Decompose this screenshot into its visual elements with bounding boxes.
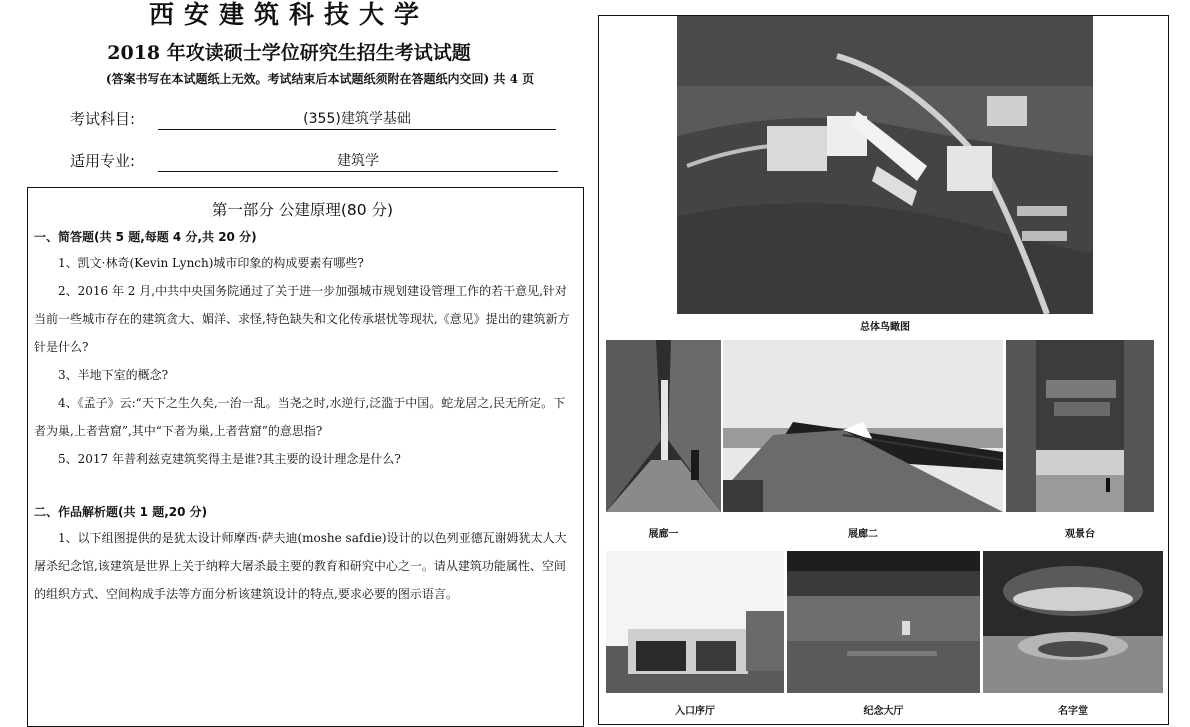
question-2: 2、2016 年 2 月,中共中央国务院通过了关于进一步加强城市规划建设管理工作的若干意见,针对当前一些城市存在的建筑贪大、媚洋、求怪,特色缺失和文化传承堪忧等现状,《意见》提出的建筑新方针是什么?: [34, 284, 570, 354]
gallery-one-photo: [606, 340, 721, 512]
viewing-platform-photo: [1006, 340, 1154, 512]
viewing-platform-caption: 观景台: [1065, 529, 1095, 540]
question-box: [27, 187, 584, 727]
major-label: 适用专业:: [70, 152, 136, 170]
gallery-one-caption: 展廊一: [648, 529, 679, 540]
analysis-question-1: 1、以下组图提供的是犹太设计师摩西·萨夫迪(moshe safdie)设计的以色列亚德瓦谢姆犹太人大屠杀纪念馆,该建筑是世界上关于纳粹大屠杀最主要的教育和研究中心之一。请从建筑功能属性、空间的组织方式、空间构成手法等方面分析该建筑设计的特点,要求必要的图示语言。: [34, 531, 567, 601]
part-title: 第一部分 公建原理(80 分): [211, 201, 394, 219]
question-5: 5、2017 年普利兹克建筑奖得主是谁?其主要的设计理念是什么?: [58, 452, 401, 466]
memorial-hall-photo: [787, 551, 980, 693]
entrance-hall-caption: 入口序厅: [675, 706, 715, 717]
gallery-two-caption: 展廊二: [848, 529, 878, 540]
entrance-hall-photo: [606, 551, 784, 693]
subject-label: 考试科目:: [70, 110, 136, 128]
question-1: 1、凯文·林奇(Kevin Lynch)城市印象的构成要素有哪些?: [58, 256, 364, 270]
university-name: 西安建筑科技大学: [148, 0, 429, 29]
hall-of-names-photo: [983, 551, 1163, 693]
section-heading-analysis: 二、作品解析题(共 1 题,20 分): [34, 505, 208, 519]
memorial-hall-caption: 纪念大厅: [863, 706, 904, 717]
gallery-two-photo: [723, 340, 1003, 512]
question-4: 4、《孟子》云:“天下之生久矣,一治一乱。当尧之时,水逆行,泛滥于中国。蛇龙居之,民无所定。下者为巢,上者营窟”,其中“下者为巢,上者营窟”的意思指?: [34, 396, 566, 438]
section-heading-short-answer: 一、简答题(共 5 题,每题 4 分,共 20 分): [34, 230, 257, 244]
hall-of-names-caption: 名字堂: [1058, 706, 1088, 717]
aerial-caption: 总体鸟瞰图: [860, 322, 910, 333]
exam-title: 2018 年攻读硕士学位研究生招生考试试题: [107, 42, 471, 64]
major-value: 建筑学: [158, 150, 558, 172]
subject-value: (355)建筑学基础: [158, 108, 556, 130]
question-3: 3、半地下室的概念?: [58, 368, 169, 382]
exam-notice: (答案书写在本试题纸上无效。考试结束后本试题纸须附在答题纸内交回) 共 4 页: [105, 72, 535, 86]
aerial-photo: [677, 16, 1093, 314]
figure-box: [598, 15, 1169, 725]
